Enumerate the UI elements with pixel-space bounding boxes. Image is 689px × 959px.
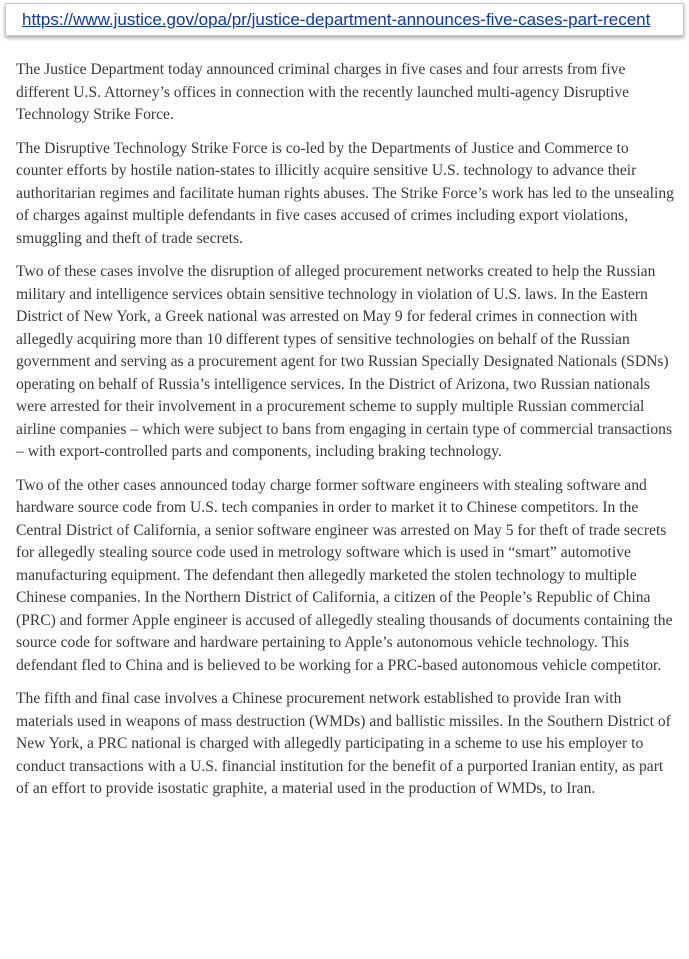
article-body	[16, 59, 676, 812]
url-link[interactable]: https://www.justice.gov/opa/pr/justice-department-announces-five-cases-part-recent	[22, 10, 651, 29]
url-bar[interactable]	[5, 3, 684, 36]
article-paragraph-1: The Justice Department today announced criminal charges in five cases and four arrests from five different U.S. Attorney’s offices in connection with the recently launched multi-agency Disruptive Technology Strike Force.	[16, 61, 630, 123]
article-paragraph-4: Two of the other cases announced today charge former software engineers with stealing software and hardware source code from U.S. tech companies in order to market it to Chinese competitors. In the Central District of California, a senior software engineer was arrested on May 5 for theft of trade secrets for allegedly stealing source code used in metrology software which is used in “smart” automotive manufacturing equipment. The defendant then allegedly marketed the stolen technology to multiple Chinese companies. In the Northern District of California, a citizen of the People’s Republic of China (PRC) and former Apple engineer is accused of allegedly stealing thousands of documents containing the source code for software and hardware pertaining to Apple’s autonomous vehicle technology. This defendant fled to China and is believed to be working for a PRC-based autonomous vehicle competitor.	[16, 476, 673, 674]
article-paragraph-3: Two of these cases involve the disruption of alleged procurement networks created to help the Russian military and intelligence services obtain sensitive technology in violation of U.S. laws. In the Eastern District of New York, a Greek national was arrested on May 9 for federal crimes in connection with allegedly acquiring more than 10 different types of sensitive technologies on behalf of the Russian government and serving as a procurement agent for two Russian Specially Designated Nationals (SDNs) operating on behalf of Russia’s intelligence services. In the District of Arizona, two Russian nationals were arrested for their involvement in a procurement scheme to supply multiple Russian commercial airline companies – which were subject to bans from engaging in certain type of commercial transactions – with export-controlled parts and components, including braking technology.	[16, 263, 673, 460]
article-paragraph-2: The Disruptive Technology Strike Force is co-led by the Departments of Justice and Commerce to counter efforts by hostile nation-states to illicitly acquire sensitive U.S. technology to advance their authoritarian regimes and facilitate human rights abuses. The Strike Force’s work has led to the unsealing of charges against multiple defendants in five cases accused of crimes including export violations, smuggling and theft of trade secrets.	[16, 139, 674, 247]
article-paragraph-5: The fifth and final case involves a Chinese procurement network established to provide Iran with materials used in weapons of mass destruction (WMDs) and ballistic missiles. In the Southern District of New York, a PRC national is charged with allegedly participating in a scheme to use his employer to conduct transactions with a U.S. financial institution for the benefit of a purported Iranian entity, as part of an effort to provide isostatic graphite, a material used in the production of WMDs, to Iran.	[16, 690, 671, 797]
